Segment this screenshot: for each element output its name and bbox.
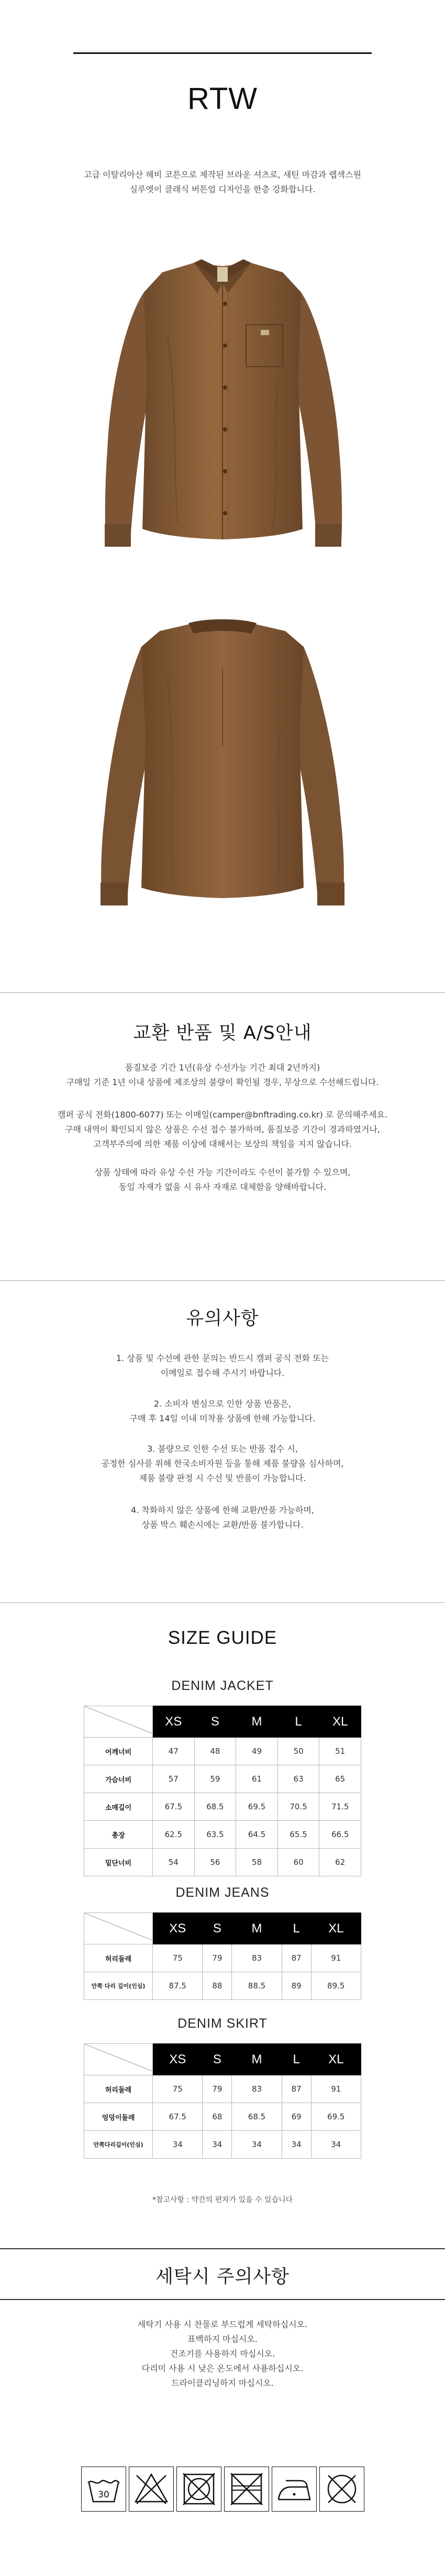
washing-line: 다리미 사용 시 낮은 온도에서 사용하십시오. (141, 2363, 304, 2373)
size-guide-title: SIZE GUIDE (168, 1628, 277, 1648)
washing-top-rule (0, 2248, 445, 2249)
size-header: S (203, 1913, 232, 1944)
exchange-line: 동일 자재가 없을 시 유사 자재로 대체함을 양해바랍니다. (118, 1182, 327, 1192)
table-row (84, 2131, 361, 2159)
no-tumble-dry-icon (176, 2467, 221, 2512)
cell: 59 (194, 1765, 236, 1793)
cell: 69.5 (311, 2103, 361, 2131)
cell: 34 (153, 2131, 203, 2159)
cell: 75 (153, 1944, 203, 1972)
cell: 79 (203, 1944, 232, 1972)
table-corner (84, 1706, 153, 1738)
row-label: 허리둘레 (84, 2075, 153, 2103)
cell: 51 (319, 1738, 361, 1765)
cell: 89 (282, 1972, 311, 2000)
cell: 87 (282, 2075, 311, 2103)
cell: 57 (153, 1765, 195, 1793)
exchange-line: 캠퍼 공식 전화(1800-6077) 또는 이메일(camper@bnftrading.co.kr) 로 문의해주세요. (57, 1110, 388, 1120)
row-label: 어깨너비 (84, 1738, 153, 1765)
exchange-line: 상품 상태에 따라 유상 수선 가능 기간이라도 수선이 불가할 수 있으며, (94, 1167, 351, 1177)
cell: 61 (236, 1765, 278, 1793)
washing-line: 드라이클리닝하지 마십시오. (171, 2378, 274, 2388)
row-label: 가슴너비 (84, 1765, 153, 1793)
cell: 58 (236, 1849, 278, 1876)
section-divider (0, 1602, 445, 1603)
section-divider (0, 1280, 445, 1281)
cell: 71.5 (319, 1793, 361, 1821)
cell: 89.5 (311, 1972, 361, 2000)
care-icons (81, 2467, 364, 2519)
caution-line: 공정한 심사를 위해 한국소비자원 등을 통해 제품 불량을 심사하며, (101, 1458, 344, 1468)
size-header: L (282, 2044, 311, 2075)
cell: 48 (194, 1738, 236, 1765)
cell: 66.5 (319, 1821, 361, 1849)
cell: 67.5 (153, 2103, 203, 2131)
size-note: *참고사항 : 약간의 편차가 있을 수 있습니다 (152, 2196, 293, 2204)
page-title: RTW (187, 82, 258, 116)
cell: 88 (203, 1972, 232, 2000)
caution-title: 유의사항 (186, 1308, 259, 1329)
washing-line: 건조기를 사용하지 마십시오. (170, 2349, 275, 2359)
cell: 34 (203, 2131, 232, 2159)
size-table-skirt (84, 2043, 361, 2159)
caution-line: 상품 박스 훼손시에는 교환/반품 불가합니다. (141, 1520, 304, 1530)
row-label: 안쪽 다리 길이(인심) (84, 1972, 153, 2000)
cell: 63.5 (194, 1821, 236, 1849)
table-row (84, 1849, 361, 1876)
cell: 79 (203, 2075, 232, 2103)
table-row (84, 1793, 361, 1821)
caution-block (0, 1442, 445, 1486)
table-row (84, 1821, 361, 1849)
row-label: 엉덩이둘레 (84, 2103, 153, 2131)
size-header: L (277, 1706, 319, 1738)
cell: 87 (282, 1944, 311, 1972)
caution-block (0, 1397, 445, 1426)
top-rule (73, 52, 372, 54)
table-row (84, 1765, 361, 1793)
cell: 83 (232, 2075, 282, 2103)
size-table-jeans (84, 1912, 361, 2000)
table-row (84, 1972, 361, 2000)
cell: 62 (319, 1849, 361, 1876)
cell: 91 (311, 1944, 361, 1972)
cell: 65 (319, 1765, 361, 1793)
exchange-block (0, 1060, 445, 1090)
cell: 47 (153, 1738, 195, 1765)
size-header: S (194, 1706, 236, 1738)
wash-30-icon (81, 2467, 126, 2512)
exchange-line: 고객부주의에 의한 제품 이상에 대해서는 보상의 책임을 지지 않습니다. (93, 1139, 352, 1149)
caution-line: 구매 후 14일 이내 미착용 상품에 한해 가능합니다. (129, 1413, 316, 1423)
cell: 68.5 (194, 1793, 236, 1821)
description-line: 실루엣이 클래식 버튼업 디자인을 한층 강화합니다. (129, 184, 316, 194)
size-header: XL (311, 2044, 361, 2075)
cell: 50 (277, 1738, 319, 1765)
size-header: XS (153, 1706, 195, 1738)
size-header: L (282, 1913, 311, 1944)
cell: 62.5 (153, 1821, 195, 1849)
size-table-name: DENIM SKIRT (177, 2016, 268, 2031)
product-description (0, 168, 445, 197)
cell: 56 (194, 1849, 236, 1876)
exchange-line: 품질보증 기간 1년(유상 수선가능 기간 최대 2년까지) (125, 1063, 320, 1073)
cell: 34 (232, 2131, 282, 2159)
cell: 64.5 (236, 1821, 278, 1849)
cell: 34 (311, 2131, 361, 2159)
washing-title: 세탁시 주의사항 (155, 2267, 290, 2287)
cell: 34 (282, 2131, 311, 2159)
size-header: XL (311, 1913, 361, 1944)
cell: 60 (277, 1849, 319, 1876)
table-row (84, 2103, 361, 2131)
cell: 54 (153, 1849, 195, 1876)
cell: 68 (203, 2103, 232, 2131)
cell: 63 (277, 1765, 319, 1793)
cell: 75 (153, 2075, 203, 2103)
washing-line: 세탁기 사용 시 찬물로 부드럽게 세탁하십시오. (137, 2319, 308, 2329)
row-label: 허리둘레 (84, 1944, 153, 1972)
table-row (84, 1738, 361, 1765)
size-table-name: DENIM JEANS (175, 1885, 270, 1900)
row-label: 소매길이 (84, 1793, 153, 1821)
caution-line: 이메일로 접수해 주시기 바랍니다. (160, 1368, 285, 1378)
caution-block (0, 1503, 445, 1532)
cell: 69.5 (236, 1793, 278, 1821)
washing-line: 표백하지 마십시오. (187, 2334, 258, 2344)
exchange-title: 교환 반품 및 A/S안내 (133, 1023, 312, 1044)
size-header: XL (319, 1706, 361, 1738)
wash-temp: 30 (98, 2490, 109, 2500)
size-table-jacket (84, 1706, 361, 1876)
no-bleach-icon (129, 2467, 174, 2512)
shirt-back-image (89, 610, 356, 924)
cell: 67.5 (153, 1793, 195, 1821)
description-line: 고급 이탈리아산 헤비 코튼으로 제작된 브라운 셔츠로, 새틴 마감과 랩색스원 (84, 170, 361, 180)
cell: 83 (232, 1944, 282, 1972)
exchange-line: 구매일 기준 1년 이내 상품에 제조상의 불량이 확인될 경우, 무상으로 수선해드립니다. (66, 1077, 379, 1087)
caution-line: 1. 상품 및 수선에 관한 문의는 반드시 캠퍼 공식 전화 또는 (116, 1353, 329, 1363)
caution-line: 제품 불량 판정 시 수선 및 반품이 가능합니다. (139, 1473, 306, 1483)
exchange-line: 구매 내역이 확인되지 않은 상품은 수선 접수 불가하며, 품질보증 기간이 경과하였거나, (65, 1124, 380, 1134)
iron-low-icon (272, 2467, 317, 2512)
size-header: XS (153, 2044, 203, 2075)
cell: 70.5 (277, 1793, 319, 1821)
row-label: 총장 (84, 1821, 153, 1849)
cell: 69 (282, 2103, 311, 2131)
table-row (84, 1944, 361, 1972)
caution-block (0, 1351, 445, 1380)
size-header: M (236, 1706, 278, 1738)
size-header: M (232, 1913, 282, 1944)
size-table-name: DENIM JACKET (171, 1678, 274, 1693)
caution-line: 3. 불량으로 인한 수선 또는 반품 접수 시, (147, 1444, 298, 1454)
table-row (84, 2075, 361, 2103)
washing-instructions (0, 2317, 445, 2391)
table-corner (84, 2044, 153, 2075)
row-label: 밑단너비 (84, 1849, 153, 1876)
exchange-block (0, 1108, 445, 1152)
caution-line: 2. 소비자 변심으로 인한 상품 반품은, (153, 1399, 292, 1409)
row-label: 안쪽다리길이(인심) (84, 2131, 153, 2159)
table-corner (84, 1913, 153, 1944)
size-header: S (203, 2044, 232, 2075)
size-header: XS (153, 1913, 203, 1944)
cell: 68.5 (232, 2103, 282, 2131)
shirt-front-image (89, 251, 356, 566)
cell: 87.5 (153, 1972, 203, 2000)
size-header: M (232, 2044, 282, 2075)
no-dry-clean-icon (319, 2467, 364, 2512)
section-divider (0, 992, 445, 993)
no-dry-flat-icon (224, 2467, 269, 2512)
cell: 65.5 (277, 1821, 319, 1849)
cell: 88.5 (232, 1972, 282, 2000)
cell: 49 (236, 1738, 278, 1765)
cell: 91 (311, 2075, 361, 2103)
washing-bottom-rule (0, 2299, 445, 2300)
exchange-block (0, 1165, 445, 1195)
caution-line: 4. 착화하지 않은 상품에 한해 교환/반품 가능하며, (131, 1505, 314, 1515)
